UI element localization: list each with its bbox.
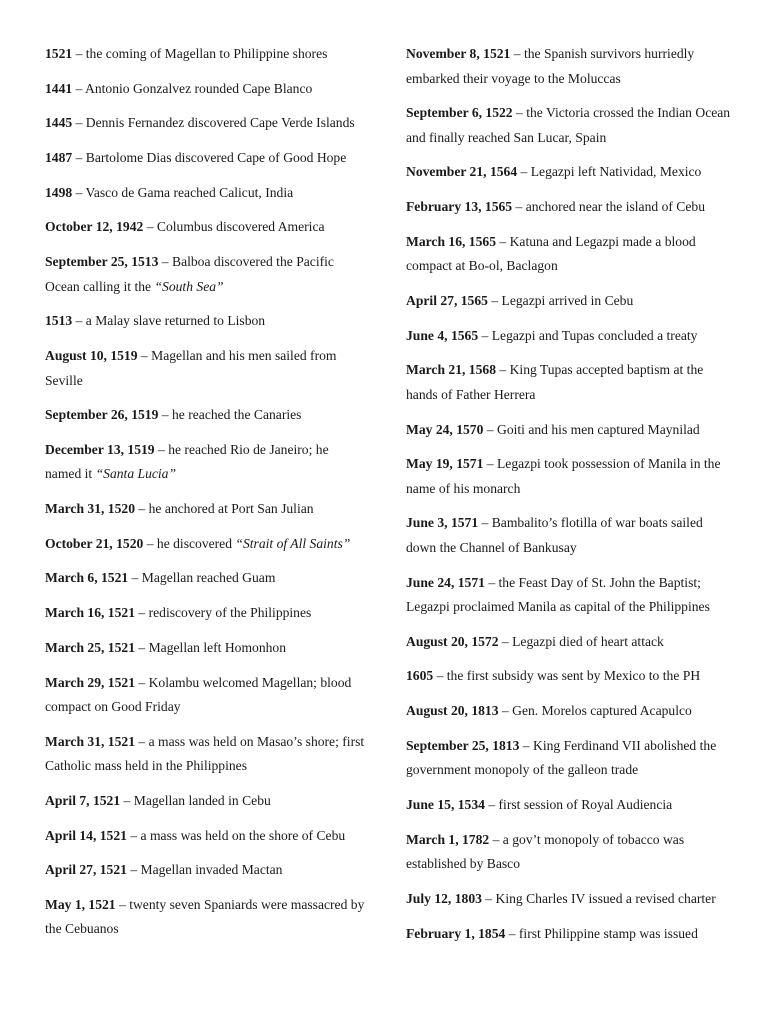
entry-text: – Legazpi and Tupas concluded a treaty <box>478 327 698 343</box>
entry-text: – Goiti and his men captured Maynilad <box>483 421 700 437</box>
timeline-entry <box>45 344 365 393</box>
entry-date: August 20, 1572 <box>406 633 499 649</box>
entry-date: October 12, 1942 <box>45 219 144 235</box>
entry-text: – Legazpi took possession of Manila in the name of his monarch <box>406 456 724 496</box>
entry-text: – Magellan invaded Mactan <box>126 862 283 878</box>
timeline-entry <box>406 42 736 91</box>
timeline-entry <box>406 101 736 150</box>
timeline-entry <box>45 146 365 171</box>
entry-date: August 20, 1813 <box>406 703 499 719</box>
entry-date: November 8, 1521 <box>406 46 511 61</box>
entry-text: – Dennis Fernandez discovered Cape Verde Islands <box>72 115 355 131</box>
entry-text: – he reached the Canaries <box>158 407 302 423</box>
entry-text: – anchored near the island of Cebu <box>512 199 705 215</box>
entry-date: July 12, 1803 <box>406 890 482 906</box>
entry-date: 1605 <box>406 668 434 684</box>
timeline-entry <box>406 793 736 818</box>
entry-text: – first Philippine stamp was issued <box>505 925 698 941</box>
timeline-entry <box>45 181 365 206</box>
entry-text: – Magellan landed in Cebu <box>120 792 271 808</box>
entry-text: – Kolambu welcomed Magellan; blood compact on Good Friday <box>45 674 355 714</box>
entry-date: March 6, 1521 <box>45 570 129 586</box>
entry-date: September 26, 1519 <box>45 407 159 423</box>
entry-date: February 13, 1565 <box>406 199 513 215</box>
timeline-entry <box>406 887 736 912</box>
entry-date: March 1, 1782 <box>406 831 490 847</box>
entry-date: June 4, 1565 <box>406 327 479 343</box>
entry-text: – a gov’t monopoly of tobacco was established by Basco <box>406 831 688 872</box>
entry-text: – a mass was held on Masao’s shore; first Catholic mass held in the Philippines <box>45 733 368 774</box>
entry-date: 1513 <box>45 313 73 329</box>
timeline-entry <box>45 497 365 522</box>
entry-text: – he reached Rio de Janeiro; he named it <box>45 441 333 482</box>
entry-text: – he discovered <box>143 535 236 551</box>
entry-text: – Balboa discovered the Pacific Ocean calling it the <box>45 254 338 294</box>
timeline-entry <box>45 671 365 720</box>
entry-date: March 25, 1521 <box>45 639 135 655</box>
entry-date: August 10, 1519 <box>45 348 138 363</box>
entry-date: June 3, 1571 <box>406 515 479 531</box>
entry-text: – he anchored at Port San Julian <box>135 501 314 517</box>
entry-text: – Columbus discovered America <box>143 219 325 235</box>
entry-date: June 15, 1534 <box>406 797 485 812</box>
entry-date: March 16, 1565 <box>406 233 496 249</box>
entry-date: December 13, 1519 <box>45 441 155 457</box>
entry-text: – the Spanish survivors hurriedly embarked their voyage to the Moluccas <box>406 46 698 86</box>
entry-text: – Magellan and his men sailed from Seville <box>45 348 340 388</box>
timeline-entry <box>45 438 365 487</box>
timeline-entry <box>406 734 736 783</box>
entry-text: – Magellan left Homonhon <box>135 639 287 655</box>
entry-date: March 29, 1521 <box>45 674 135 690</box>
timeline-entry <box>45 111 365 136</box>
entry-text: – King Tupas accepted baptism at the hands of Father Herrera <box>406 362 707 402</box>
entry-text: – twenty seven Spaniards were massacred by the Cebuanos <box>45 896 368 937</box>
entry-date: 1441 <box>45 80 73 96</box>
timeline-entry <box>406 630 736 655</box>
entry-quote: “South Sea” <box>154 278 224 294</box>
entry-text: – Magellan reached Guam <box>128 570 276 586</box>
entry-text: – King Charles IV issued a revised charter <box>481 890 716 906</box>
entry-date: 1487 <box>45 150 73 166</box>
entry-text: – Legazpi arrived in Cebu <box>487 292 634 308</box>
entry-text: – King Ferdinand VII abolished the government monopoly of the galleon trade <box>406 737 720 778</box>
entry-quote: “Strait of All Saints” <box>235 535 351 551</box>
timeline-entry <box>406 571 736 620</box>
timeline-entry <box>45 858 365 883</box>
entry-text: – Antonio Gonzalvez rounded Cape Blanco <box>72 80 313 96</box>
entry-date: 1521 <box>45 46 73 61</box>
timeline-entry <box>45 893 368 942</box>
timeline-entry <box>45 77 365 102</box>
entry-date: April 27, 1565 <box>406 292 488 308</box>
entry-date: March 16, 1521 <box>45 605 135 621</box>
timeline-entry <box>45 42 365 67</box>
entry-text: – Legazpi left Natividad, Mexico <box>517 164 702 180</box>
timeline-entry <box>45 789 365 814</box>
timeline-left-column <box>45 42 368 952</box>
entry-text: – the Feast Day of St. John the Baptist; Legazpi proclaimed Manila as capital of the Philippines <box>406 574 710 615</box>
entry-text: – the Victoria crossed the Indian Ocean and finally reached San Lucar, Spain <box>406 105 734 145</box>
timeline-entry <box>406 699 736 724</box>
entry-date: March 21, 1568 <box>406 362 496 378</box>
entry-date: March 31, 1521 <box>45 733 135 749</box>
timeline-entry <box>45 250 365 299</box>
entry-date: February 1, 1854 <box>406 925 506 941</box>
entry-quote: “Santa Lucia” <box>95 466 177 482</box>
entry-date: May 24, 1570 <box>406 421 484 437</box>
timeline-entry <box>406 324 736 349</box>
timeline-entry <box>45 566 365 591</box>
entry-text: – the first subsidy was sent by Mexico to the PH <box>433 668 701 684</box>
entry-text: – a mass was held on the shore of Cebu <box>126 827 346 843</box>
entry-date: April 7, 1521 <box>45 792 121 808</box>
entry-date: 1445 <box>45 115 73 131</box>
entry-text: – Vasco de Gama reached Calicut, India <box>72 184 294 200</box>
entry-text: – Gen. Morelos captured Acapulco <box>498 703 692 719</box>
entry-text: – the coming of Magellan to Philippine shores <box>72 46 328 61</box>
timeline-entry <box>406 289 736 314</box>
entry-date: June 24, 1571 <box>406 574 485 590</box>
timeline-entry <box>406 511 736 560</box>
entry-date: September 25, 1813 <box>406 737 520 753</box>
timeline-entry <box>45 824 365 849</box>
timeline-entry <box>406 664 736 689</box>
entry-text: – Katuna and Legazpi made a blood compact at Bo-ol, Baclagon <box>406 233 700 274</box>
timeline-entry <box>406 160 736 185</box>
entry-date: 1498 <box>45 184 73 200</box>
entry-date: November 21, 1564 <box>406 164 518 180</box>
entry-text: – rediscovery of the Philippines <box>135 605 312 621</box>
entry-date: September 25, 1513 <box>45 254 159 270</box>
entry-text: – Bambalito’s flotilla of war boats sailed down the Channel of Bankusay <box>406 515 707 555</box>
entry-text: – first session of Royal Audiencia <box>484 797 673 812</box>
timeline-entry <box>406 828 736 877</box>
entry-date: May 1, 1521 <box>45 896 116 912</box>
timeline-entry <box>406 230 736 279</box>
entry-text: – a Malay slave returned to Lisbon <box>72 313 266 329</box>
timeline-entry <box>45 532 365 557</box>
entry-text: – Legazpi died of heart attack <box>498 633 664 649</box>
timeline-entry <box>406 195 736 220</box>
timeline-entry <box>45 403 365 428</box>
timeline-entry <box>406 452 736 501</box>
timeline-entry <box>406 418 736 443</box>
entry-date: April 27, 1521 <box>45 862 127 878</box>
entry-date: May 19, 1571 <box>406 456 484 472</box>
entry-date: April 14, 1521 <box>45 827 127 843</box>
timeline-entry <box>45 309 365 334</box>
timeline-entry <box>45 601 365 626</box>
timeline-entry <box>45 636 365 661</box>
entry-date: October 21, 1520 <box>45 535 144 551</box>
entry-date: September 6, 1522 <box>406 105 513 121</box>
timeline-entry <box>45 215 365 240</box>
timeline-entry <box>406 358 736 407</box>
entry-date: March 31, 1520 <box>45 501 135 517</box>
timeline-right-column <box>406 42 736 956</box>
entry-text: – Bartolome Dias discovered Cape of Good Hope <box>72 150 347 166</box>
timeline-entry <box>406 922 736 947</box>
timeline-entry <box>45 730 368 779</box>
